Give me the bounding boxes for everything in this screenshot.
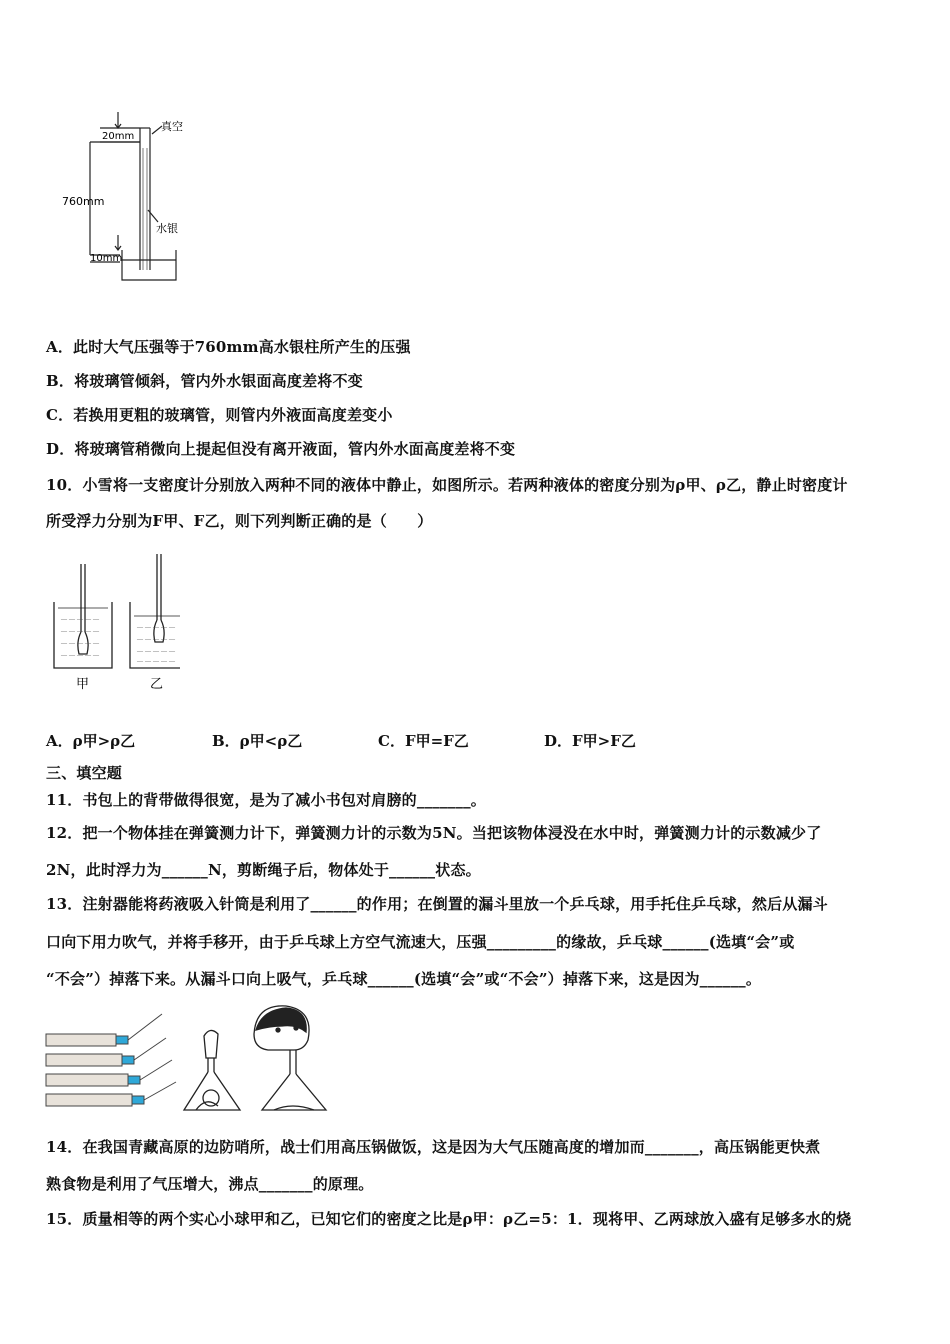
svg-text:－－－－－: －－－－－	[136, 647, 176, 656]
q13-line2: 口向下用力吹气，并将手移开，由于乒乓球上方空气流速大，压强_________的缘故，乒乓球______(选填“会”或	[46, 933, 795, 951]
label-760mm: 760mm	[62, 195, 105, 208]
barometer-figure	[60, 110, 200, 290]
q10-option-d: D．F甲>F乙	[544, 732, 636, 750]
q10-line1: 10．小雪将一支密度计分别放入两种不同的液体中静止，如图所示。若两种液体的密度分别为ρ甲、ρ乙，静止时密度计	[46, 476, 848, 494]
q9-option-d: D．将玻璃管稍微向上提起但没有离开液面，管内外水面高度差将不变	[46, 440, 516, 458]
q15-line1: 15．质量相等的两个实心小球甲和乙，已知它们的密度之比是ρ甲：ρ乙=5：1．现将甲、乙两球放入盛有足够多水的烧	[46, 1210, 852, 1228]
svg-text:－－－－－: －－－－－	[136, 657, 176, 666]
q9-option-c: C．若换用更粗的玻璃管，则管内外液面高度差变小	[46, 406, 393, 424]
svg-text:－－－－－: －－－－－	[60, 627, 100, 636]
svg-text:－－－－－: －－－－－	[60, 639, 100, 648]
q12-line1: 12．把一个物体挂在弹簧测力计下，弹簧测力计的示数为5N。当把该物体浸没在水中时，弹簧测力计的示数减少了	[46, 824, 822, 842]
q13-line1: 13．注射器能将药液吸入针筒是利用了______的作用；在倒置的漏斗里放一个乒乓球，用手托住乒乓球，然后从漏斗	[46, 895, 828, 913]
label-mercury: 水银	[156, 222, 178, 235]
syringe-funnel-figure	[44, 1000, 364, 1120]
q9-option-b: B．将玻璃管倾斜，管内外水银面高度差将不变	[46, 372, 363, 390]
label-10mm: 10mm	[90, 253, 123, 264]
label-20mm: 20mm	[102, 131, 135, 142]
q14-line1: 14．在我国青藏高原的边防哨所，战士们用高压锅做饭，这是因为大气压随高度的增加而_______，高压锅能更快煮	[46, 1138, 821, 1156]
q12-line2: 2N，此时浮力为______N，剪断绳子后，物体处于______状态。	[46, 861, 481, 879]
q13-line3: “不会”）掉落下来。从漏斗口向上吸气，乒乓球______(选填“会”或“不会”）掉落下来，这是因为______。	[46, 970, 762, 988]
q14-line2: 熟食物是利用了气压增大，沸点_______的原理。	[46, 1175, 374, 1193]
svg-text:－－－－－: －－－－－	[60, 651, 100, 660]
q11: 11．书包上的背带做得很宽，是为了减小书包对肩膀的_______。	[46, 791, 486, 809]
label-jia: 甲	[76, 677, 90, 692]
section-title: 三、填空题	[46, 764, 123, 782]
q9-option-a: A．此时大气压强等于760mm高水银柱所产生的压强	[46, 338, 411, 356]
hydrometer-figure	[50, 550, 180, 695]
q10-option-c: C．F甲=F乙	[378, 732, 469, 750]
svg-text:－－－－－: －－－－－	[60, 615, 100, 624]
label-vacuum: 真空	[161, 120, 183, 133]
label-yi: 乙	[150, 677, 164, 692]
svg-text:－－－－－: －－－－－	[136, 623, 176, 632]
q10-line2: 所受浮力分别为F甲、F乙，则下列判断正确的是（ ）	[46, 512, 433, 530]
q10-option-a: A．ρ甲>ρ乙	[46, 732, 136, 750]
q10-option-b: B．ρ甲<ρ乙	[212, 732, 303, 750]
svg-text:－－－－－: －－－－－	[136, 635, 176, 644]
